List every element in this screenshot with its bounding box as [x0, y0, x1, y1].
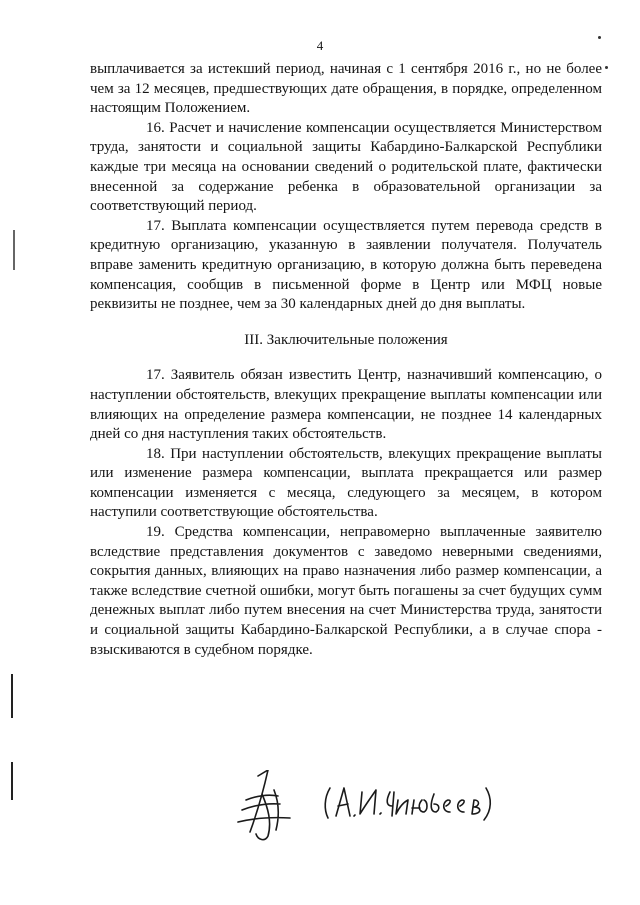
scan-speck	[598, 36, 601, 39]
scan-margin-mark	[11, 674, 13, 718]
document-body	[90, 60, 602, 660]
handwritten-signature	[228, 770, 518, 855]
section-heading: III. Заключительные положения	[244, 331, 448, 348]
paragraph-17-notify: 17. Заявитель обязан известить Центр, назначивший компенсацию, о наступлении обстоятельств, влекущих прекращение выплаты компенсации или влияющих на определение размера компенсации, не позднее 14 календарных дней со дня наступления таких обстоятельств.	[90, 367, 602, 443]
scan-speck	[605, 66, 608, 69]
paragraph-19: 19. Средства компенсации, неправомерно выплаченные заявителю вследствие представления документов с заведомо неверными сведениями, сокрытия данных, влияющих на право назначения либо размер компенсации, а также вследствие счетной ошибки, могут быть погашены за счет будущих сумм денежных выплат либо путем внесения на счет Министерства труда, занятости и социальной защиты Кабардино-Балкарской Республики, а в случае спора - взыскиваются в судебном порядке.	[90, 524, 602, 658]
paragraph-17-payment: 17. Выплата компенсации осуществляется путем перевода средств в кредитную организацию, указанную в заявлении получателя. Получатель вправе заменить кредитную организацию, в которую должна быть переведена компенсация, сообщив в письменной форме в Центр или МФЦ новые реквизиты не позднее, чем за 30 календарных дней до дня выплаты.	[90, 217, 602, 313]
scan-margin-mark	[11, 762, 13, 800]
paragraph-continuation: выплачивается за истекший период, начиная с 1 сентября 2016 г., но не более чем за 12 месяцев, предшествующих дате обращения, в порядке, определенном настоящим Положением.	[90, 61, 602, 117]
paragraph-16: 16. Расчет и начисление компенсации осуществляется Министерством труда, занятости и социальной защиты Кабардино-Балкарской Республики каждые три месяца на основании сведений о родительской плате, фактически внесенной за содержание ребенка в образовательной организации за соответствующий период.	[90, 119, 602, 215]
scan-margin-mark	[13, 230, 15, 270]
signature-icon	[228, 770, 518, 850]
paragraph-18: 18. При наступлении обстоятельств, влекущих прекращение выплаты или изменение размера компенсации, выплата прекращается или размер компенсации изменяется с месяца, следующего за месяцем, в котором наступили соответствующие обстоятельства.	[90, 445, 602, 521]
page-number: 4	[316, 38, 324, 53]
